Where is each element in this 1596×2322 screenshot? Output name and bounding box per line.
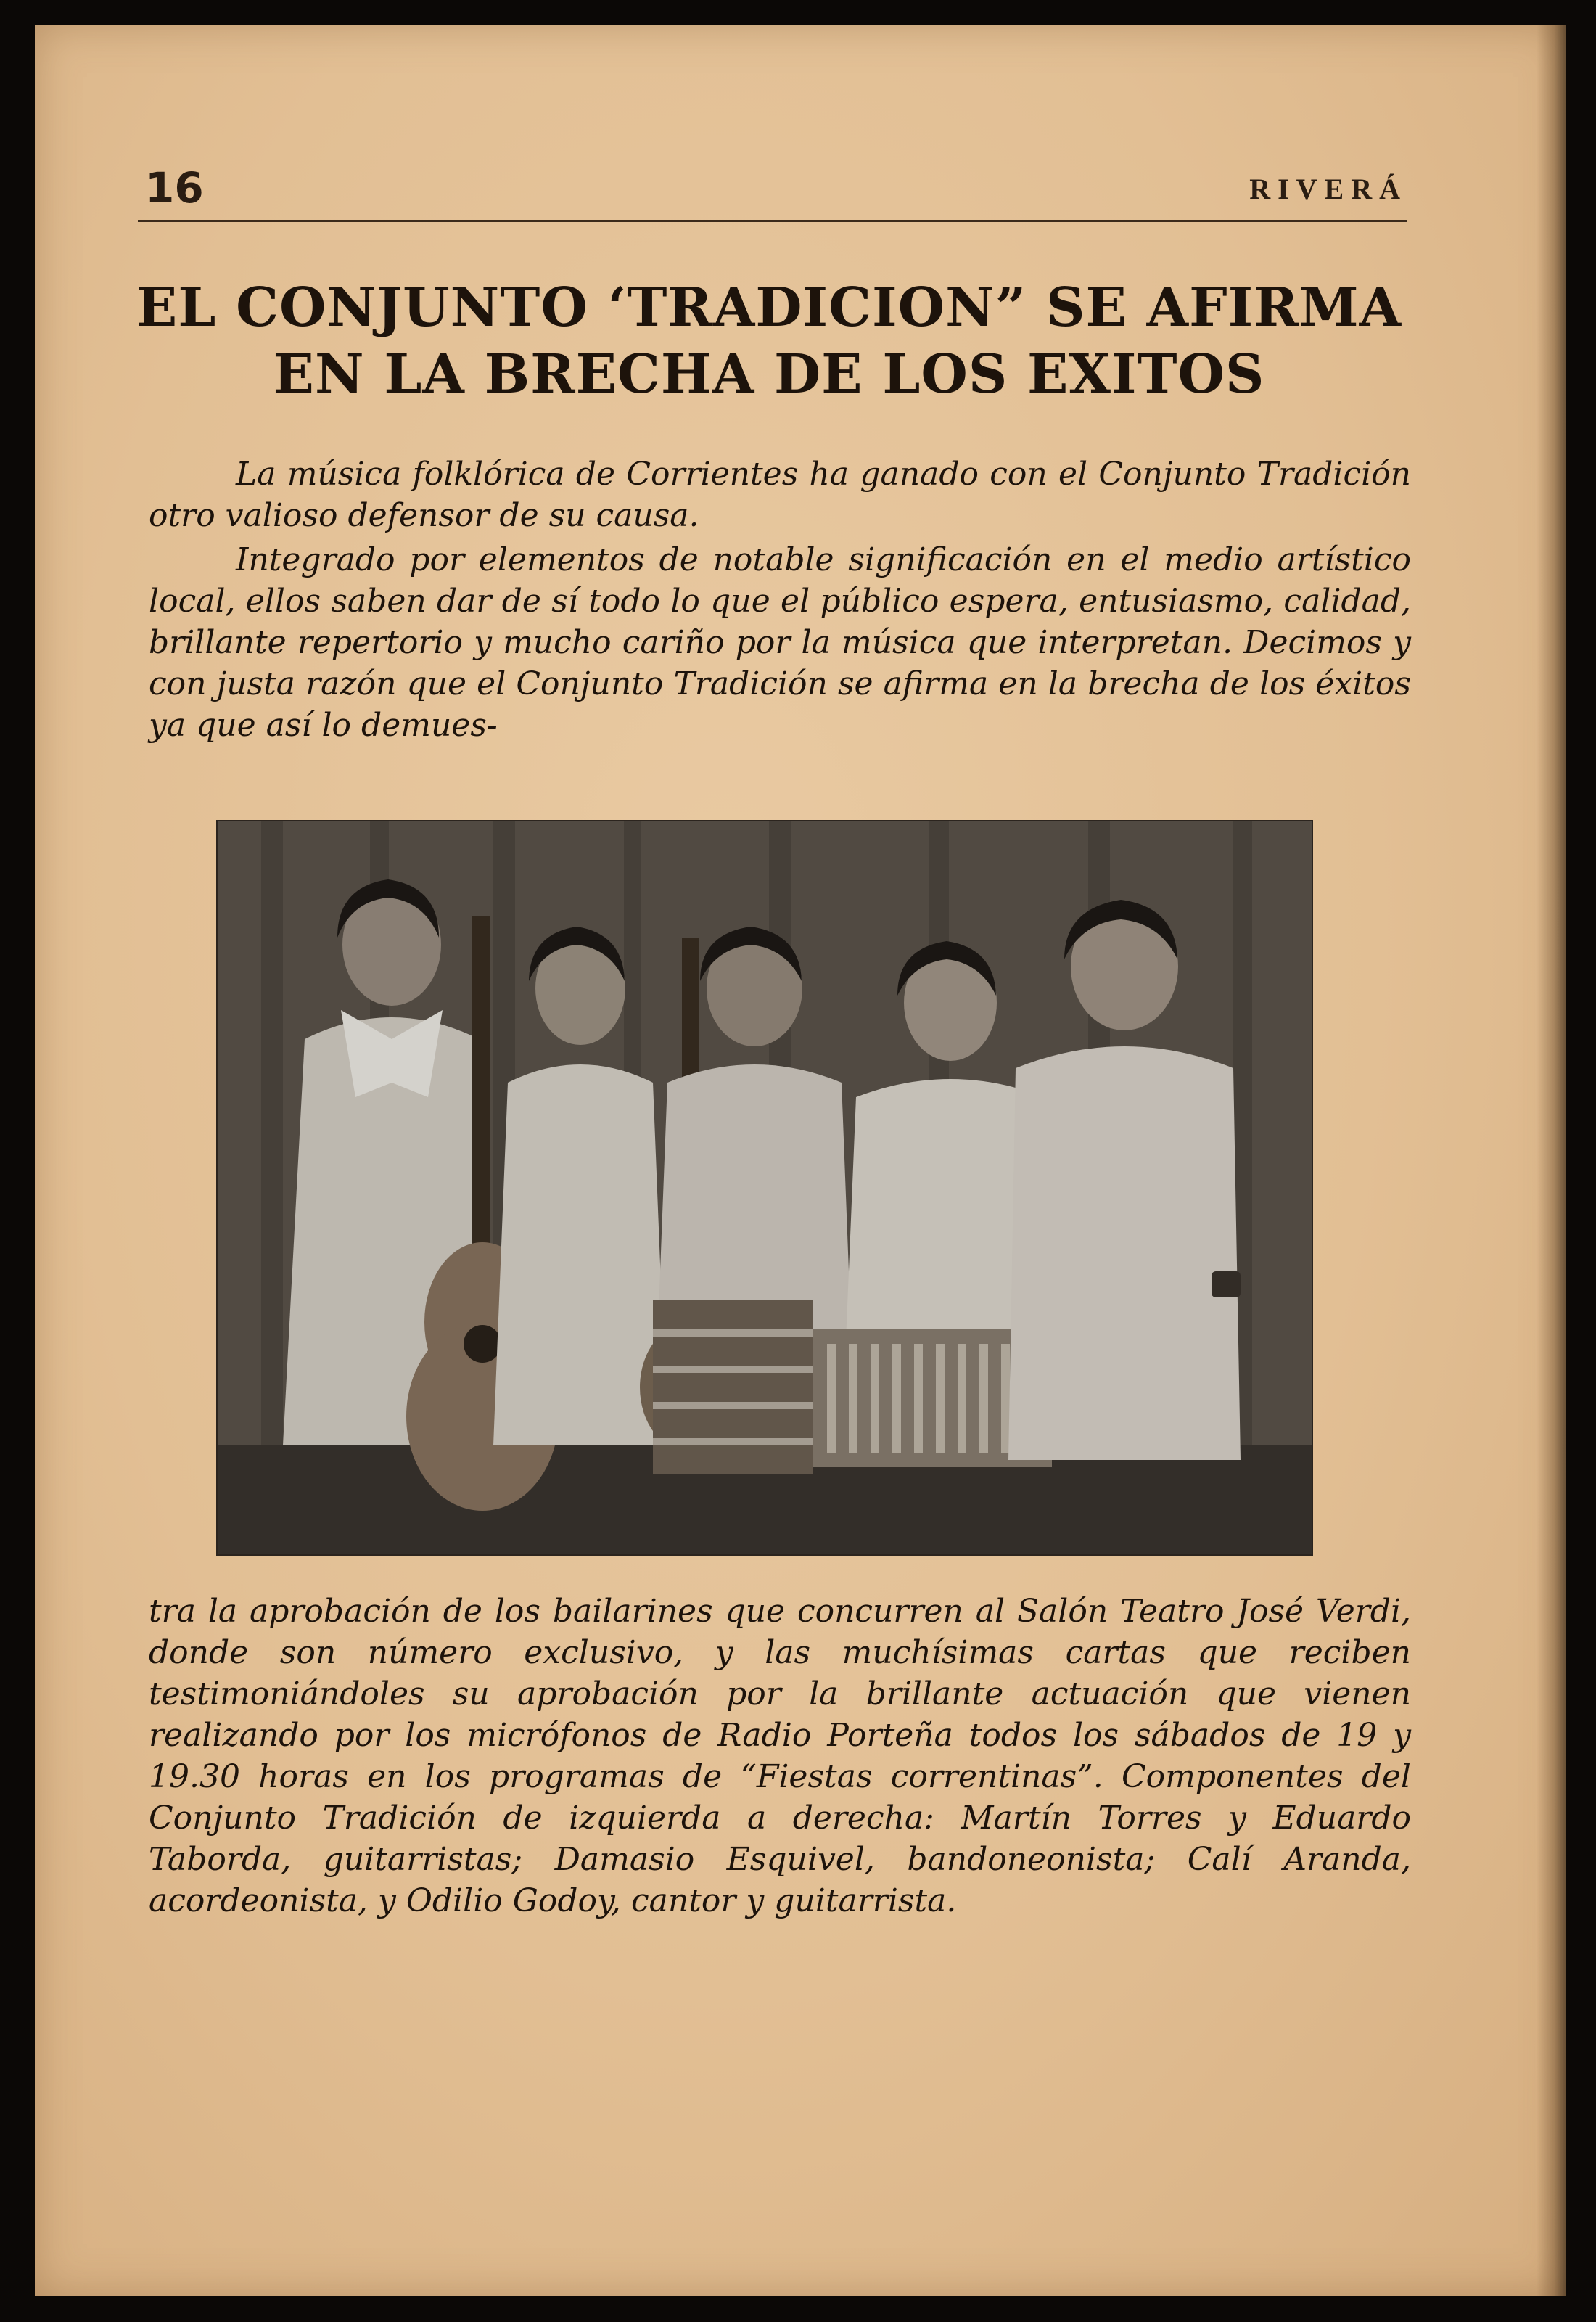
paragraph-3-text: tra la aprobación de los bailarines que concurren al Salón Teatro José Verdi, donde son número exclusivo, y las muchísimas cartas que reciben testimoniándoles su aprobación por la brillante actuación que vienen realizando por los micrófonos de Radio Porteña todos los sábados de 19 y 19.30 horas en los programas de “Fiestas correntinas”. Componentes del Conjunto Tradición de izquierda a derecha: Martín Torres y Eduardo Taborda, guitarristas; Damasio Esquivel, bandoneonista; Calí Aranda, acordeonista, y Odilio Godoy, cantor y guitarrista. <box>149 1593 1411 1919</box>
group-photo <box>216 820 1313 1556</box>
headline-line-1: EL CONJUNTO ‘TRADICION” SE AFIRMA <box>136 276 1402 339</box>
header-rule <box>138 220 1407 222</box>
article-paragraph-3 <box>149 1591 1411 1921</box>
group-photo-illustration <box>218 821 1312 1554</box>
page-header <box>109 141 1407 221</box>
page-edge-shadow <box>1537 25 1566 2296</box>
page-number: 16 <box>145 163 204 213</box>
article-paragraph-2 <box>149 539 1411 746</box>
paragraph-1-text: La música folklórica de Corrientes ha ganado con el Conjunto Tradición otro valioso defensor de su causa. <box>149 456 1411 534</box>
article-headline <box>123 274 1415 408</box>
paragraph-2-text: Integrado por elementos de notable significación en el medio artístico local, ellos saben dar de sí todo lo que el público espera, entusiasmo, calidad, brillante repertorio y mucho cariño por la música que interpretan. Decimos y con justa razón que el Conjunto Tradición se afirma en la brecha de los éxitos ya que así lo demues- <box>149 541 1411 744</box>
headline-line-2: EN LA BRECHA DE LOS EXITOS <box>273 343 1265 406</box>
article-paragraph-1 <box>149 454 1411 536</box>
running-head: RIVERÁ <box>1249 173 1407 205</box>
